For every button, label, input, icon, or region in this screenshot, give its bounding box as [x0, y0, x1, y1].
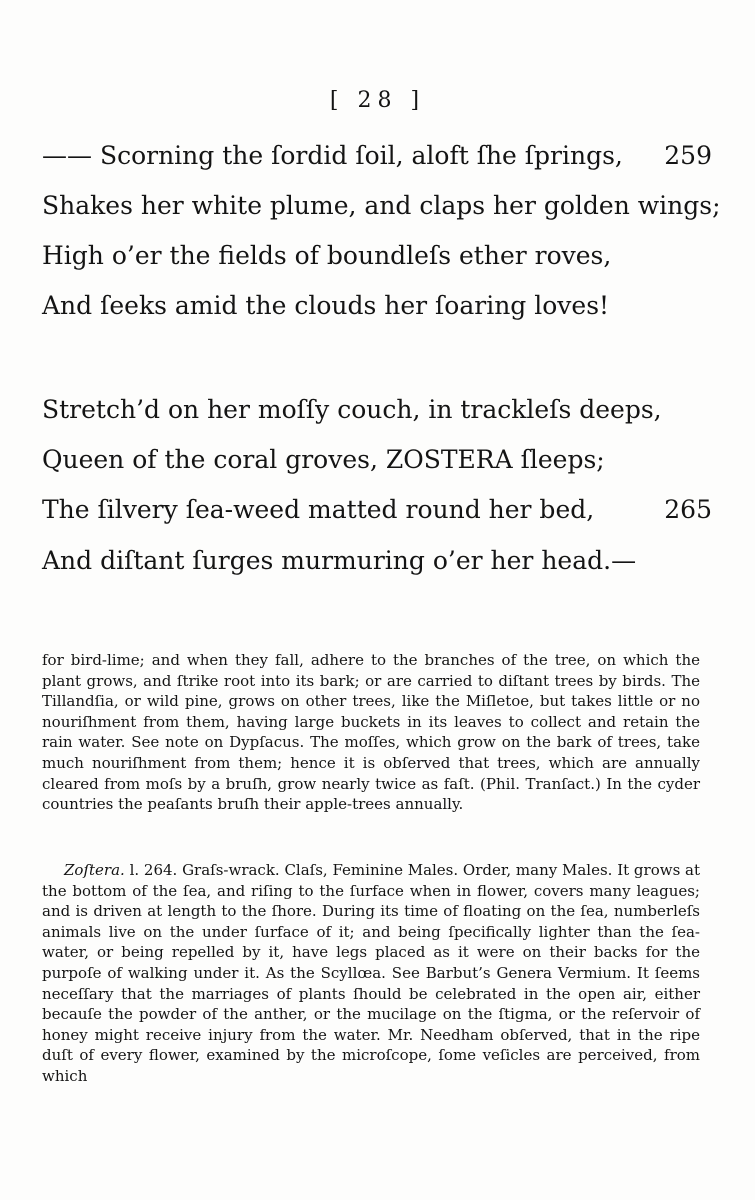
footnote-text: for bird-lime; and when they fall, adhere to the branches of the tree, on which the plant grows, and ſtrike root into its bark; or are carried to diſtant trees by birds. The Tillandſia, or wild pine, grows on other trees, like the Miſletoe, but takes little or no nouriſhment from them, having large buckets in its leaves to collect and retain the rain water. See note on Dypſacus. The moſſes, which grow on the bark of trees, take much nouriſhment from them; hence it is obſerved that trees, which are annually cleared from moſs by a bruſh, grow nearly twice as faſt. (Phil. Tranſact.) In the cyder countries the peaſants bruſh their apple-trees annually.: [42, 651, 700, 814]
verse-line-number: 259: [664, 141, 712, 170]
page-number: [ 28 ]: [329, 88, 426, 113]
footnote-lemma: Zoſtera.: [64, 861, 125, 879]
verse-line: [42, 293, 712, 318]
verse-line-text: Shakes her white plume, and claps her golden wings;: [42, 191, 721, 220]
verse-line: [42, 143, 712, 168]
verse-line: [42, 191, 721, 220]
verse-line-text: —— Scorning the ſordid ſoil, aloft ſhe ſprings,: [42, 141, 623, 170]
verse-line: [42, 243, 712, 268]
verse-line-text: Queen of the coral groves, ZOSTERA ſleeps;: [42, 445, 605, 474]
verse-line: [42, 548, 712, 573]
verse-line-text: Stretch’d on her moſſy couch, in trackleſs deeps,: [42, 395, 662, 424]
verse-line-text: The ſilvery ſea-weed matted round her bed,: [42, 495, 595, 524]
verse-line-number: 265: [664, 495, 712, 524]
footnote-zostera: [42, 860, 700, 1087]
verse-line: [42, 397, 712, 422]
verse-line: [42, 497, 712, 522]
verse-line-text: High o’er the fields of boundleſs ether roves,: [42, 241, 612, 270]
footnote-paragraph: [42, 860, 700, 1087]
verse-line-text: And ſeeks amid the clouds her ſoaring loves!: [42, 291, 610, 320]
footnote-text: l. 264. Graſs-wrack. Claſs, Feminine Males. Order, many Males. It grows at the bottom of the ſea, and riſing to the ſurface when in flower, covers many leagues; and is driven at length to the ſhore. During its time of floating on the ſea, numberleſs animals live on the under ſurface of it; and being ſpecifically lighter than the ſea-water, or being repelled by it, have legs placed as it were on their backs for the purpoſe of walking under it. As the Scyllœa. See Barbut’s Genera Vermium. It ſeems neceſſary that the marriages of plants ſhould be celebrated in the open air, either becauſe the powder of the anther, or the mucilage on the ſtigma, or the reſervoir of honey might receive injury from the water. Mr. Needham obſerved, that in the ripe duſt of every flower, examined by the microſcope, ſome veſicles are perceived, from which: [42, 861, 701, 1085]
footnote-continuation: [42, 650, 700, 815]
verse-line-text: And diſtant ſurges murmuring o’er her head.—: [42, 546, 637, 575]
verse-line: [42, 447, 712, 472]
